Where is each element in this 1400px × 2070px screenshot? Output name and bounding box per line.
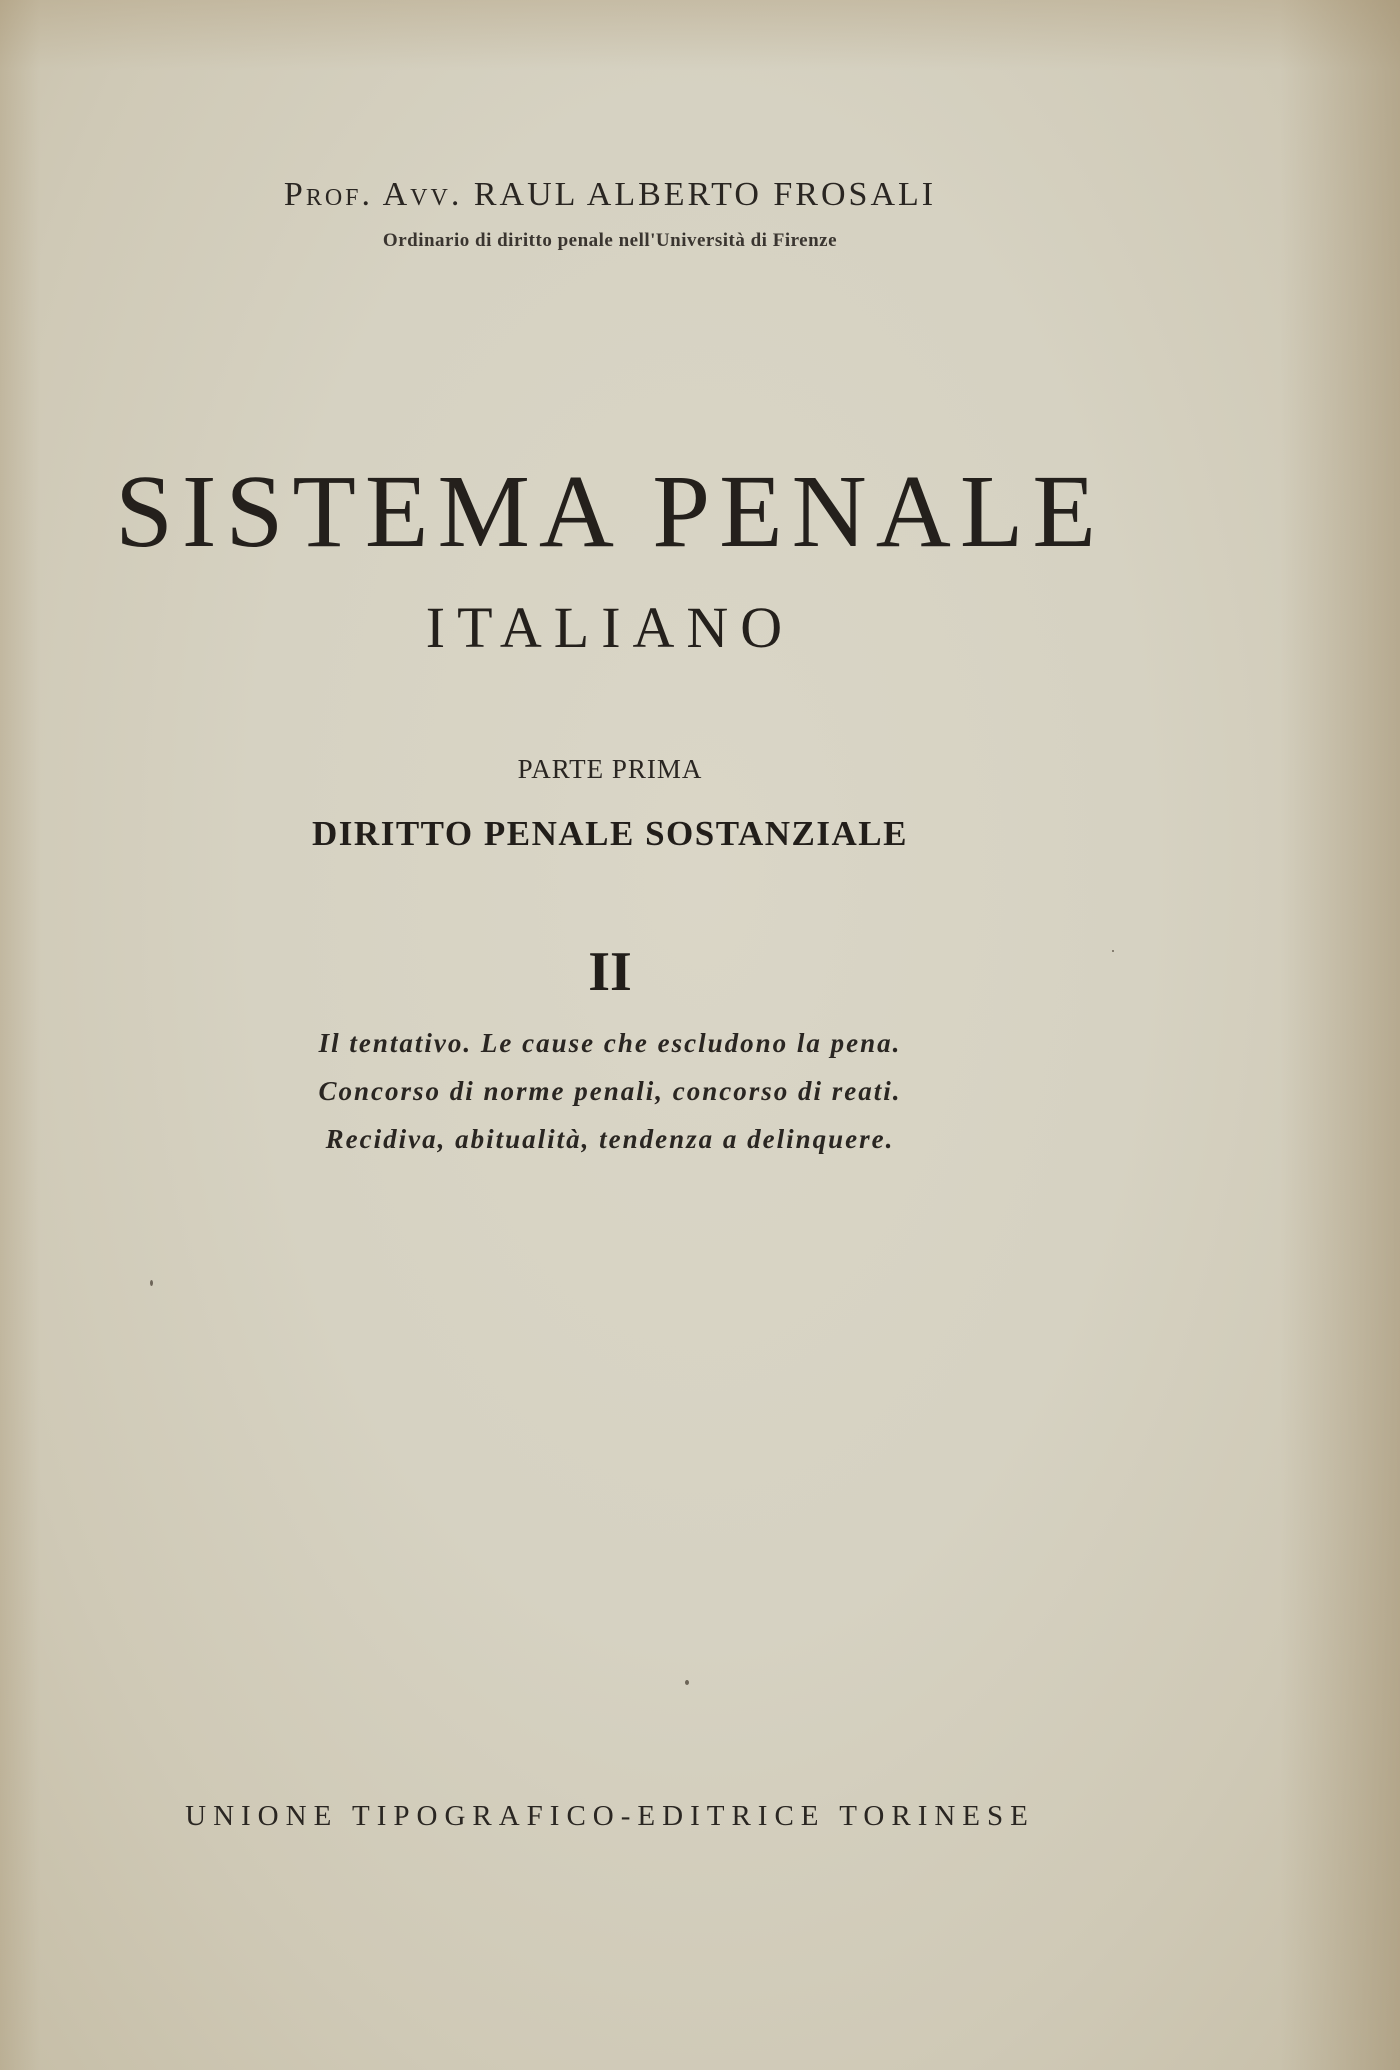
paper-right-shading [1280,0,1400,2070]
author-name: RAUL ALBERTO FROSALI [473,176,937,213]
book-subtitle: ITALIANO [425,595,795,660]
author-line [0,176,1220,214]
volume-topic-line: Il tentativo. Le cause che escludono la pena. [318,1028,902,1058]
volume-topic-line: Recidiva, abitualità, tendenza a delinquere. [325,1124,895,1154]
part-label: PARTE PRIMA [517,754,703,784]
author-affiliation: Ordinario di diritto penale nell'Università di Firenze [382,230,838,251]
volume-number: II [588,941,632,1003]
paper-speck [150,1280,153,1286]
paper-speck [685,1680,689,1685]
paper-top-shading [0,0,1400,70]
publisher-name: UNIONE TIPOGRAFICO-EDITRICE TORINESE [185,1800,1035,1832]
book-title: SISTEMA PENALE [115,454,1105,569]
part-title: DIRITTO PENALE SOSTANZIALE [312,814,908,853]
author-prefix: Prof. Avv. [283,176,463,213]
paper-speck [1112,950,1114,952]
volume-topic-line: Concorso di norme penali, concorso di reati. [318,1076,902,1106]
